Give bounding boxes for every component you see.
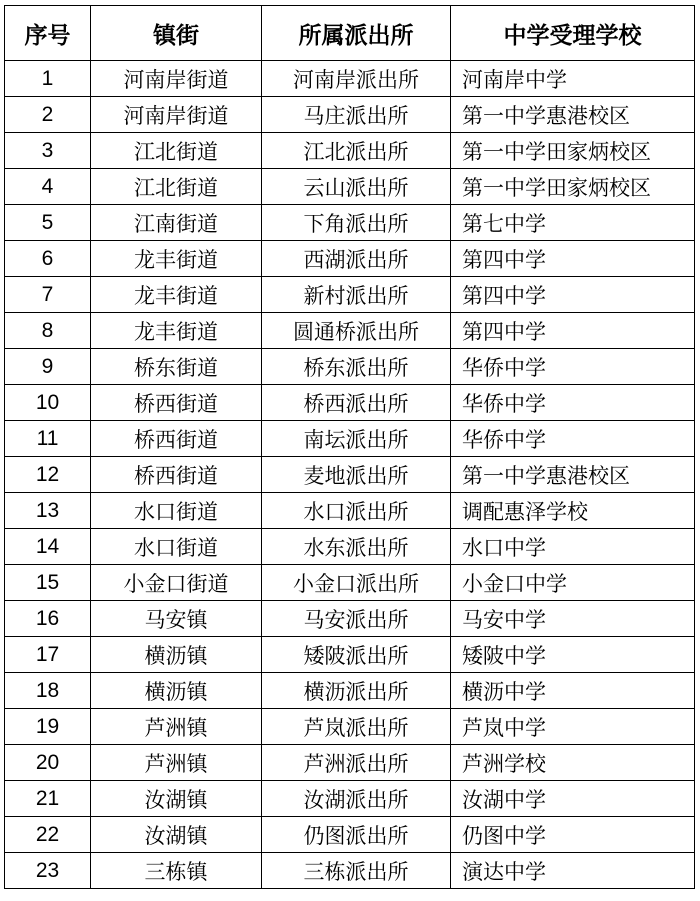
school-assignment-table: [4, 5, 695, 889]
cell-serial-number: 20: [5, 745, 91, 781]
cell-serial-number: 23: [5, 853, 91, 889]
cell-serial-number: 11: [5, 421, 91, 457]
cell-police-station: 江北派出所: [262, 133, 451, 169]
table-row: [5, 205, 695, 241]
table-row: [5, 529, 695, 565]
cell-serial-number: 14: [5, 529, 91, 565]
cell-police-station: 三栋派出所: [262, 853, 451, 889]
cell-middle-school: 第七中学: [451, 205, 695, 241]
cell-middle-school: 演达中学: [451, 853, 695, 889]
cell-serial-number: 9: [5, 349, 91, 385]
header-police-station: 所属派出所: [262, 6, 451, 61]
cell-town-street: 江北街道: [91, 133, 262, 169]
cell-police-station: 矮陂派出所: [262, 637, 451, 673]
cell-town-street: 河南岸街道: [91, 61, 262, 97]
cell-police-station: 麦地派出所: [262, 457, 451, 493]
table-header-row: [5, 6, 695, 61]
table-row: [5, 241, 695, 277]
cell-town-street: 汝湖镇: [91, 817, 262, 853]
cell-middle-school: 小金口中学: [451, 565, 695, 601]
header-middle-school: 中学受理学校: [451, 6, 695, 61]
cell-middle-school: 横沥中学: [451, 673, 695, 709]
cell-police-station: 马庄派出所: [262, 97, 451, 133]
cell-police-station: 西湖派出所: [262, 241, 451, 277]
cell-police-station: 汝湖派出所: [262, 781, 451, 817]
cell-serial-number: 8: [5, 313, 91, 349]
cell-middle-school: 马安中学: [451, 601, 695, 637]
cell-middle-school: 第一中学惠港校区: [451, 97, 695, 133]
cell-middle-school: 芦洲学校: [451, 745, 695, 781]
cell-town-street: 桥东街道: [91, 349, 262, 385]
table-row: [5, 349, 695, 385]
cell-town-street: 龙丰街道: [91, 277, 262, 313]
cell-town-street: 小金口街道: [91, 565, 262, 601]
cell-serial-number: 16: [5, 601, 91, 637]
table-row: [5, 637, 695, 673]
cell-town-street: 芦洲镇: [91, 709, 262, 745]
table-row: [5, 421, 695, 457]
cell-police-station: 桥西派出所: [262, 385, 451, 421]
cell-town-street: 三栋镇: [91, 853, 262, 889]
table-row: [5, 277, 695, 313]
cell-serial-number: 22: [5, 817, 91, 853]
cell-town-street: 龙丰街道: [91, 241, 262, 277]
cell-middle-school: 第四中学: [451, 313, 695, 349]
cell-serial-number: 1: [5, 61, 91, 97]
table-row: [5, 313, 695, 349]
cell-serial-number: 15: [5, 565, 91, 601]
cell-town-street: 横沥镇: [91, 673, 262, 709]
cell-middle-school: 第四中学: [451, 277, 695, 313]
table-body: [5, 61, 695, 889]
cell-serial-number: 4: [5, 169, 91, 205]
cell-police-station: 圆通桥派出所: [262, 313, 451, 349]
cell-town-street: 横沥镇: [91, 637, 262, 673]
table-row: [5, 601, 695, 637]
cell-middle-school: 第一中学田家炳校区: [451, 169, 695, 205]
cell-serial-number: 2: [5, 97, 91, 133]
cell-town-street: 河南岸街道: [91, 97, 262, 133]
cell-middle-school: 矮陂中学: [451, 637, 695, 673]
cell-serial-number: 3: [5, 133, 91, 169]
cell-town-street: 桥西街道: [91, 385, 262, 421]
cell-middle-school: 华侨中学: [451, 385, 695, 421]
header-town-street: 镇街: [91, 6, 262, 61]
cell-police-station: 仍图派出所: [262, 817, 451, 853]
cell-serial-number: 12: [5, 457, 91, 493]
cell-middle-school: 仍图中学: [451, 817, 695, 853]
cell-police-station: 云山派出所: [262, 169, 451, 205]
cell-police-station: 桥东派出所: [262, 349, 451, 385]
cell-serial-number: 21: [5, 781, 91, 817]
table-row: [5, 61, 695, 97]
cell-town-street: 水口街道: [91, 493, 262, 529]
cell-middle-school: 芦岚中学: [451, 709, 695, 745]
cell-police-station: 横沥派出所: [262, 673, 451, 709]
cell-serial-number: 19: [5, 709, 91, 745]
table-row: [5, 673, 695, 709]
cell-serial-number: 13: [5, 493, 91, 529]
cell-middle-school: 华侨中学: [451, 349, 695, 385]
cell-town-street: 江南街道: [91, 205, 262, 241]
cell-police-station: 芦洲派出所: [262, 745, 451, 781]
cell-town-street: 桥西街道: [91, 421, 262, 457]
header-serial-number: 序号: [5, 6, 91, 61]
cell-police-station: 马安派出所: [262, 601, 451, 637]
cell-police-station: 南坛派出所: [262, 421, 451, 457]
table-row: [5, 565, 695, 601]
cell-middle-school: 河南岸中学: [451, 61, 695, 97]
table-row: [5, 493, 695, 529]
cell-police-station: 新村派出所: [262, 277, 451, 313]
cell-serial-number: 18: [5, 673, 91, 709]
cell-serial-number: 6: [5, 241, 91, 277]
table-row: [5, 745, 695, 781]
table-row: [5, 97, 695, 133]
cell-police-station: 河南岸派出所: [262, 61, 451, 97]
table-row: [5, 817, 695, 853]
cell-serial-number: 5: [5, 205, 91, 241]
table-row: [5, 169, 695, 205]
table-row: [5, 385, 695, 421]
cell-serial-number: 7: [5, 277, 91, 313]
cell-police-station: 下角派出所: [262, 205, 451, 241]
table-row: [5, 457, 695, 493]
table-row: [5, 853, 695, 889]
cell-town-street: 芦洲镇: [91, 745, 262, 781]
cell-police-station: 芦岚派出所: [262, 709, 451, 745]
cell-middle-school: 第一中学惠港校区: [451, 457, 695, 493]
table-row: [5, 709, 695, 745]
cell-police-station: 小金口派出所: [262, 565, 451, 601]
table-row: [5, 781, 695, 817]
cell-police-station: 水口派出所: [262, 493, 451, 529]
table-row: [5, 133, 695, 169]
cell-police-station: 水东派出所: [262, 529, 451, 565]
cell-town-street: 水口街道: [91, 529, 262, 565]
cell-serial-number: 10: [5, 385, 91, 421]
cell-town-street: 江北街道: [91, 169, 262, 205]
cell-town-street: 汝湖镇: [91, 781, 262, 817]
cell-town-street: 马安镇: [91, 601, 262, 637]
cell-middle-school: 第四中学: [451, 241, 695, 277]
cell-middle-school: 水口中学: [451, 529, 695, 565]
cell-town-street: 龙丰街道: [91, 313, 262, 349]
cell-middle-school: 调配惠泽学校: [451, 493, 695, 529]
cell-town-street: 桥西街道: [91, 457, 262, 493]
cell-middle-school: 华侨中学: [451, 421, 695, 457]
cell-serial-number: 17: [5, 637, 91, 673]
cell-middle-school: 汝湖中学: [451, 781, 695, 817]
cell-middle-school: 第一中学田家炳校区: [451, 133, 695, 169]
